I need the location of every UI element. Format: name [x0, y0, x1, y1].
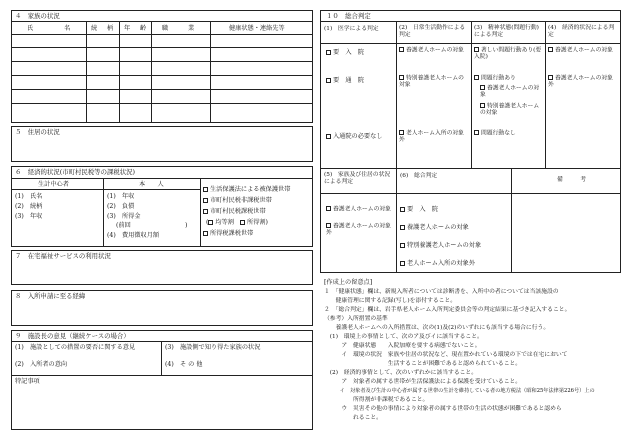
- economic-section-title: ６ 経済的状況(市町村民税等の課税状況): [15, 168, 136, 176]
- divider: [396, 21, 397, 273]
- adl-option: [399, 130, 469, 144]
- economic-col1-item: (3) 年収: [15, 213, 43, 220]
- checkbox[interactable]: [474, 75, 479, 80]
- option-label: 入通院の必要なし: [333, 133, 383, 140]
- family-header-relation-1: 続: [91, 25, 98, 32]
- divider: [11, 178, 313, 179]
- tax-option: [203, 197, 272, 204]
- family-option: [326, 206, 394, 213]
- note-line: れること。: [324, 415, 382, 421]
- family-header-health: 健康状態・連絡先等: [229, 25, 285, 32]
- checkbox[interactable]: [548, 47, 553, 52]
- divider: [103, 178, 104, 247]
- option-label: 特別養護老人ホームの対象: [407, 242, 482, 249]
- economic-col2-item: (1) 年収: [107, 193, 135, 200]
- option-label: 養護老人ホームの対象: [480, 85, 540, 99]
- checkbox[interactable]: [400, 225, 405, 230]
- note-line: 所得割が非課税であること。: [324, 397, 429, 403]
- divider: [320, 168, 621, 169]
- divider: [86, 21, 87, 123]
- opinion-item: (1) 施設としての措置の要否に関する意見: [15, 344, 136, 351]
- medical-option: [326, 77, 364, 84]
- opinion-item: (2) 入所者の意向: [15, 361, 68, 368]
- application-history-title: ８ 入所申請に至る経緯: [15, 292, 86, 300]
- opinion-item: (4) そ の 他: [165, 361, 203, 368]
- overall-option: [400, 260, 475, 267]
- family-header-name-2: 名: [64, 25, 71, 32]
- divider: [11, 189, 200, 190]
- divider: [511, 168, 512, 273]
- tax-option: [203, 186, 290, 193]
- checkbox[interactable]: [326, 134, 331, 139]
- option-label: 要 通 院: [333, 77, 364, 84]
- economic-col2-item: (2) 負債: [107, 203, 135, 210]
- economic-col2-item: (前回: [116, 222, 131, 229]
- note-line: イ 環境の状況 家族や住居の状況など、現在置かれている環境の下では在宅において: [324, 352, 568, 358]
- mental-sub-option: [480, 103, 544, 117]
- judgment-header-medical: (1) 医学による判定: [324, 26, 379, 32]
- note-line: イ 対象者及び生計の中心者が属する世帯の生計を維持している者の地方税法（昭和25年法律第226号）上の: [324, 388, 595, 394]
- divider: [11, 89, 313, 90]
- economic-col2-header: 本 人: [139, 181, 164, 188]
- notes-title: [作成上の留意点]: [324, 279, 373, 286]
- economic-col1-header: 生計中心者: [38, 181, 69, 188]
- family-header-age-2: 齢: [140, 25, 147, 32]
- mental-option: [474, 75, 516, 82]
- option-label: 養護老人ホームの対象: [407, 224, 469, 231]
- overall-option: [400, 206, 438, 213]
- family-header-age-1: 年: [124, 25, 131, 32]
- divider: [151, 21, 152, 123]
- medical-option: [326, 49, 364, 56]
- note-line: ２ 「総合判定」欄は、岩手県老人ホーム入所判定委員会等の判定結果に基づき記入すること。: [324, 307, 571, 313]
- divider: [119, 21, 120, 123]
- divider: [320, 193, 621, 194]
- family-option: [326, 223, 394, 237]
- director-opinion-title: ９ 施設長の意見（継続ケースの場合）: [15, 332, 130, 340]
- option-label: 養護老人ホームの対象: [555, 47, 613, 54]
- divider: [320, 43, 621, 44]
- judgment-header-adl: (2) 日常生活動作による判定: [399, 25, 466, 38]
- divider: [200, 178, 201, 247]
- option-label: 特別養護老人ホームの対象: [480, 103, 540, 117]
- judgment-header-overall: (6) 総合判定: [400, 173, 438, 179]
- option-label: 問題行動なし: [481, 130, 516, 137]
- note-line: ア 健康状態 入院加療を要する病態でないこと。: [324, 343, 481, 349]
- economic-option: [548, 75, 618, 89]
- option-label: 要 入 院: [333, 49, 364, 56]
- mental-option: [474, 130, 516, 137]
- divider: [161, 341, 162, 375]
- checkbox[interactable]: [399, 75, 404, 80]
- medical-option: [326, 133, 383, 140]
- option-label: 特別養護老人ホームの対象: [399, 75, 464, 89]
- divider: [11, 47, 313, 48]
- option-label: 養護老人ホームの対象: [333, 206, 391, 213]
- overall-option: [400, 224, 469, 231]
- checkbox[interactable]: [326, 206, 331, 211]
- checkbox[interactable]: [203, 209, 208, 214]
- checkbox[interactable]: [474, 130, 479, 135]
- family-header-name-1: 氏: [27, 25, 34, 32]
- adl-option: [399, 47, 469, 54]
- option-label: 著しい問題行動あり(要入院): [474, 47, 542, 61]
- divider: [11, 103, 313, 104]
- checkbox[interactable]: [548, 75, 553, 80]
- checkbox[interactable]: [474, 47, 479, 52]
- paren: (: [206, 219, 209, 226]
- checkbox[interactable]: [480, 85, 485, 90]
- checkbox[interactable]: [203, 231, 208, 236]
- economic-col1-item: (1) 氏名: [15, 193, 43, 200]
- divider: [11, 21, 313, 22]
- note-line: 健康管理に関する記録(写し)を添付すること。: [324, 298, 457, 304]
- note-line: １ 「健康状態」欄は、新規入所者については診断書を、入所中の者については当該施設の: [324, 289, 559, 295]
- tax-option-label: 均等割: [215, 219, 234, 226]
- tax-option: [203, 208, 266, 215]
- family-section-title: ４ 家族の状況: [15, 12, 60, 20]
- checkbox[interactable]: [400, 261, 405, 266]
- housing-section-title: ５ 住居の状況: [15, 128, 60, 136]
- checkbox[interactable]: [400, 243, 405, 248]
- note-line: （参考）入所措置の基準: [324, 316, 388, 322]
- note-line: ア 対象者の属する世帯が生活保護法による保護を受けていること。: [324, 379, 522, 385]
- tax-option-label: 生活保護法による被保護世帯: [210, 186, 291, 193]
- checkbox[interactable]: [400, 207, 405, 212]
- checkbox[interactable]: [480, 103, 485, 108]
- economic-col2-item: (4) 費用徴収月額: [107, 232, 160, 239]
- special-notes-label: 特記事項: [15, 378, 40, 385]
- checkbox[interactable]: [326, 78, 331, 83]
- note-line: ウ 災害その他の事情により対象者の属する世帯の生活の状態が困難であると認めら: [324, 406, 562, 412]
- checkbox[interactable]: [208, 220, 213, 225]
- option-label: 養護老人ホームの対象外: [548, 75, 613, 89]
- divider: [11, 61, 313, 62]
- tax-sub-option: [206, 219, 268, 226]
- divider: [11, 75, 313, 76]
- note-line: (1) 環境上の事情として、次のア及びイに該当すること。: [324, 334, 483, 340]
- checkbox[interactable]: [399, 47, 404, 52]
- divider: [11, 34, 313, 35]
- welfare-service-title: ７ 在宅福祉サービスの利用状況: [15, 252, 111, 260]
- overall-option: [400, 242, 481, 249]
- remarks-header: 備 考: [557, 177, 586, 183]
- note-line: (2) 経済的事情として、次のいずれかに該当すること。: [324, 370, 478, 376]
- opinion-item: (3) 施設側で知り得た家族の状況: [165, 344, 261, 351]
- judgment-header-economic: (4) 経済的状況による判定: [548, 25, 615, 38]
- economic-option: [548, 47, 618, 54]
- option-label: 老人ホーム入所の対象外: [407, 260, 476, 267]
- tax-option-label: 所得税課税世帯: [210, 230, 254, 237]
- option-label: 要 入 院: [407, 206, 438, 213]
- option-label: 養護老人ホームの対象外: [326, 223, 391, 237]
- option-label: 問題行動あり: [481, 75, 516, 82]
- divider: [210, 21, 211, 123]
- tax-option: [203, 230, 253, 237]
- note-line: 生活することが困難であると認められていること。: [324, 361, 522, 367]
- family-header-relation-2: 柄: [107, 25, 114, 32]
- mental-sub-option: [480, 85, 544, 99]
- overall-judgment-title: １０ 総合判定: [326, 12, 371, 20]
- economic-col2-item: (3) 所得金: [107, 213, 141, 220]
- option-label: 老人ホーム入所の対象外: [399, 130, 464, 144]
- adl-option: [399, 75, 469, 89]
- tax-option-label: 所得割): [246, 219, 268, 226]
- economic-col1-item: (2) 続柄: [15, 203, 43, 210]
- divider: [11, 341, 313, 342]
- judgment-header-family: (5) 家族及び住居の状況による判定: [324, 172, 391, 185]
- tax-option-label: 市町村民税課税世帯: [210, 208, 266, 215]
- mental-option: [474, 47, 544, 61]
- checkbox[interactable]: [326, 50, 331, 55]
- divider: [11, 375, 313, 376]
- judgment-header-mental: (3) 精神状態(問題行動)による判定: [474, 25, 539, 38]
- option-label: 養護老人ホームの対象: [406, 47, 464, 54]
- note-line: 養護老人ホームへの入所措置は、次の(1)及(2)のいずれにも該当する場合に行う。: [324, 325, 550, 331]
- checkbox[interactable]: [203, 198, 208, 203]
- checkbox[interactable]: [203, 187, 208, 192]
- checkbox[interactable]: [240, 220, 245, 225]
- economic-col2-item: ): [185, 222, 188, 229]
- tax-option-label: 市町村民税非課税世帯: [210, 197, 272, 204]
- checkbox[interactable]: [399, 130, 404, 135]
- checkbox[interactable]: [326, 223, 331, 228]
- family-header-job-1: 職: [162, 25, 169, 32]
- family-header-job-2: 業: [188, 25, 195, 32]
